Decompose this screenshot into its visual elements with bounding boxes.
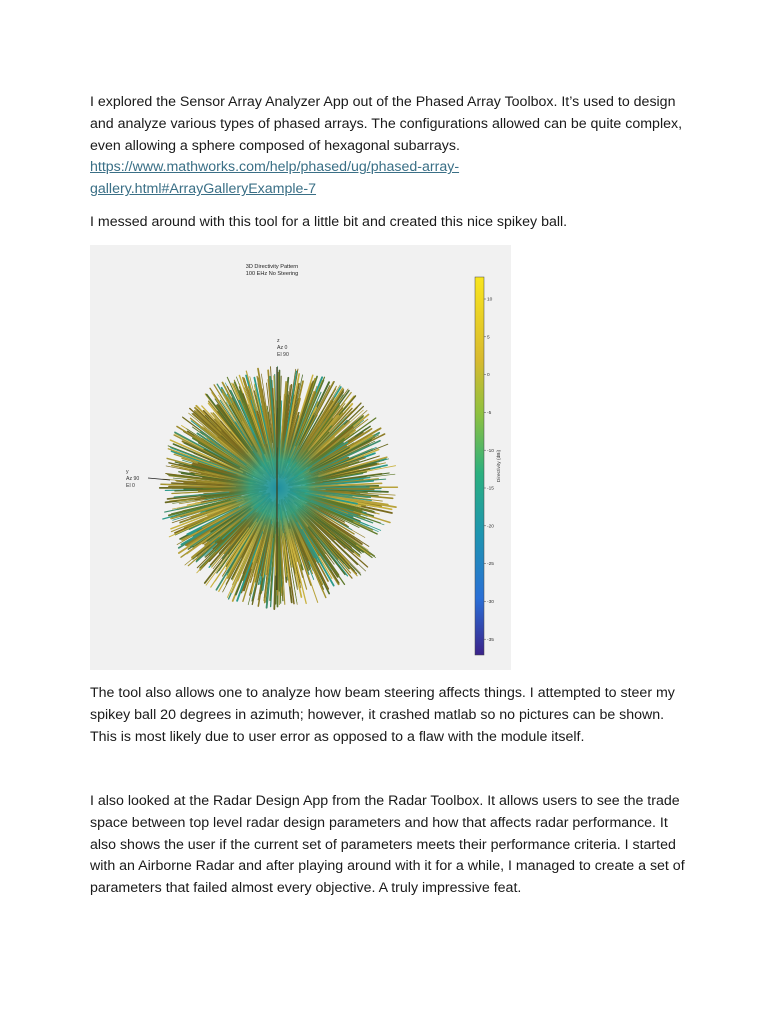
colorbar-tick-label: -20 [487,524,494,530]
colorbar-ticks [484,297,494,643]
colorbar-tick-label: -15 [487,486,494,492]
z-axis-az: Az 0 [277,345,288,351]
colorbar-tick-label: -30 [487,600,494,605]
mathworks-gallery-link-continued[interactable]: gallery.html#ArrayGalleryExample-7 [90,181,317,198]
paragraph-radar-design: I also looked at the Radar Design App from the Radar Toolbox. It allows users to see the trade space between top level radar design parameters and how that affects radar performance. It also shows the user if the current set of parameters meets their performance criteria. I started with an Airborne Radar and after playing around with it for a while, I managed to create a set of parameters that failed almost every objective. A truly impressive feat. [90,793,685,897]
z-axis-el: El 90 [277,352,289,358]
colorbar-tick-label: 5 [487,335,490,341]
y-axis-el: El 0 [126,483,135,489]
colorbar-tick-label: -25 [487,562,494,568]
paragraph-beam-steering: The tool also allows one to analyze how beam steering affects things. I attempted to steer my spikey ball 20 degrees in azimuth; however, it crashed matlab so no pictures can be shown. This is most likely due to user error as opposed to a flaw with the module itself. [90,685,675,745]
z-axis-name: z [277,338,280,344]
colorbar-tick-label: -5 [487,411,492,416]
directivity-plot [90,245,511,670]
colorbar-tick-label: 0 [487,373,490,379]
directivity-pattern-figure [90,245,511,670]
colorbar-tick-label: -35 [487,637,494,643]
y-axis-name: y [126,469,129,475]
y-axis-az: Az 90 [126,476,140,482]
colorbar [475,277,484,655]
colorbar-tick-label: -10 [487,448,494,454]
y-axis-line [148,478,170,480]
colorbar-tick-label: 10 [487,297,493,303]
paragraph-spikey-ball: I messed around with this tool for a little bit and created this nice spikey ball. [90,214,568,230]
plot-title-line2: 100 EHz No Steering [245,271,299,277]
mathworks-gallery-link[interactable]: https://www.mathworks.com/help/phased/ug/phased-array- [90,159,460,176]
paragraph-sensor-array [90,92,690,201]
colorbar-label: Directivity (dBi) [497,449,502,483]
paragraph-text: I explored the Sensor Array Analyzer App out of the Phased Array Toolbox. It’s used to design and analyze various types of phased arrays. The configurations allowed can be quite complex, even allowing a sphere composed of hexagonal subarrays. [90,94,683,154]
plot-title-line1: 3D Directivity Pattern [245,264,299,270]
ball-core [216,426,340,550]
